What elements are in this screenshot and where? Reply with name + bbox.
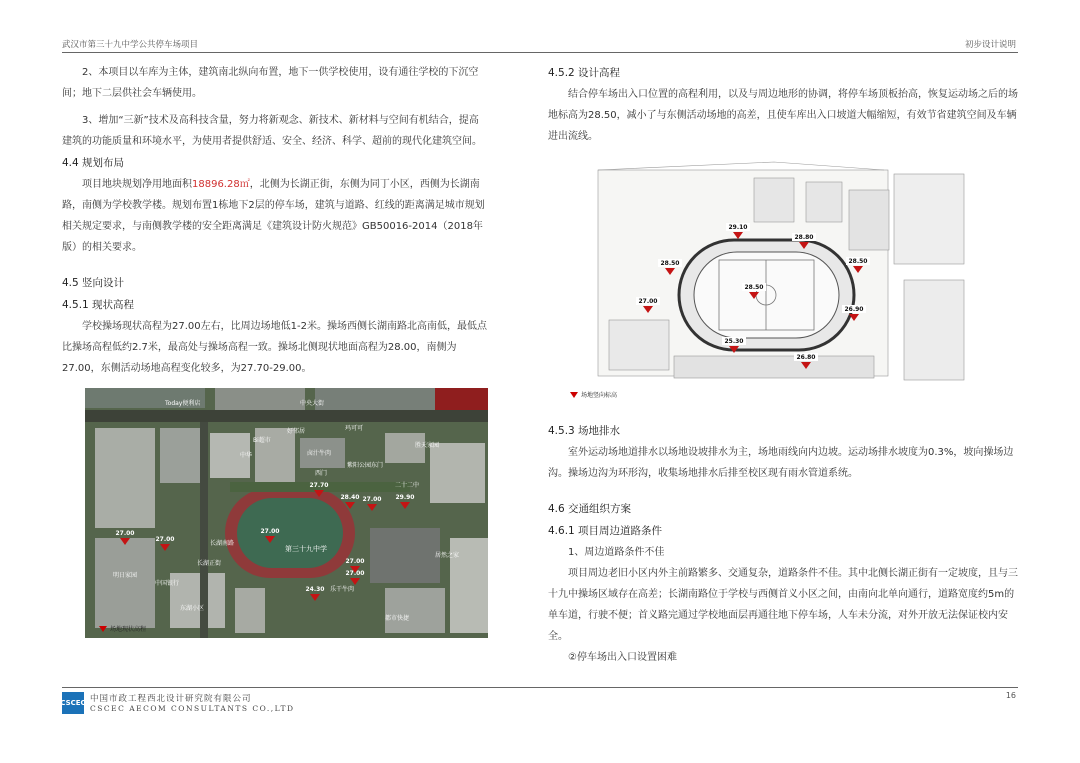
elevation-marks — [85, 388, 488, 638]
site-area-value: 18896.28㎡ — [192, 179, 250, 190]
subsection-heading: 4.5.2 设计高程 — [548, 67, 621, 79]
paragraph: 结合停车场出入口位置的高程利用，以及与周边地形的协调，将停车场顶板抬高，恢复运动场之后的场地标高为28.50，减小了与东侧活动场地的高差，且使车库出入口坡道大幅缩短，有效节省建筑空间及车辆进出流线。 — [548, 89, 1018, 142]
map-label: 好邻居 — [287, 428, 306, 435]
elevation-value: 27.70 — [309, 482, 329, 489]
elevation-triangle — [314, 490, 324, 497]
elevation-triangle — [345, 502, 355, 509]
elevation-triangle — [729, 346, 739, 353]
elevation-mark — [346, 570, 365, 585]
map-label: 第三十九中学 — [285, 545, 327, 553]
subsection-heading: 4.6.1 项目周边道路条件 — [548, 525, 663, 537]
map-label: 卤汁牛肉 — [307, 450, 332, 457]
site-plan-legend: 场地竖向标高 — [570, 390, 617, 399]
map-label: 中华 — [240, 452, 253, 459]
elevation-mark — [156, 536, 175, 551]
elevation-mark — [722, 337, 746, 353]
right-column-bottom — [548, 420, 1018, 668]
map-label: 明日家园 — [113, 572, 138, 579]
elevation-triangle — [120, 538, 130, 545]
elevation-triangle — [160, 544, 170, 551]
section-heading: 4.5 竖向设计 — [62, 277, 125, 289]
elevation-marker-icon — [570, 392, 578, 398]
elevation-triangle — [853, 266, 863, 273]
elevation-triangle — [749, 292, 759, 299]
paragraph: 室外运动场地道排水以场地设坡排水为主，场地雨线向内边坡。运动场排水坡度为0.3%，坡向操场边沟。操场边沟为环形沟，收集场地排水后排至校区现有雨水管道系统。 — [548, 447, 1014, 479]
elevation-triangle — [733, 232, 743, 239]
elevation-value: 29.90 — [395, 494, 415, 501]
map-label: 紫阳公园东门 — [347, 462, 384, 469]
elevation-triangle — [665, 268, 675, 275]
footer-rule — [62, 687, 1018, 688]
elevation-mark — [846, 257, 870, 273]
elevation-mark — [396, 494, 415, 509]
map-label: 长湖正街 — [197, 560, 222, 567]
map-label: 居然之家 — [435, 552, 460, 559]
elevation-triangle — [801, 362, 811, 369]
company-name-cn: 中国市政工程西北设计研究院有限公司 — [90, 694, 252, 704]
map-label: 中国银行 — [155, 580, 180, 587]
paragraph: 项目周边老旧小区内外主前路繁多、交通复杂，道路条件不佳。其中北侧长湖正街有一定坡度，且与三十九中操场区域存在高差；长湖南路位于学校与西侧首义小区之间，由南向北单向通行，道路宽度约5m的单车道，行驶不便；首义路完通过学校地面层再通往地下停车场，人车未分流，对外开放无法保证校内安全。 — [548, 568, 1018, 642]
section-heading: 4.6 交通组织方案 — [548, 503, 632, 515]
header-section: 初步设计说明 — [964, 40, 1016, 50]
elevation-mark — [842, 305, 866, 321]
right-column-top — [548, 62, 1018, 147]
paragraph: 学校操场现状高程为27.00左右，比周边场地低1-2米。操场西侧长湖南路北高南低，最低点比操场高程低约2.7米，最高处与操场高程一致。操场北侧现状地面高程为28.00，南侧为27.00，东侧活动场地高程变化较多，为27.70-29.00。 — [62, 321, 487, 374]
map-label: 玛可可 — [345, 425, 364, 432]
elevation-mark — [658, 259, 682, 275]
elevation-triangle — [849, 314, 859, 321]
elevation-value: 28.50 — [744, 284, 764, 291]
elevation-value: 29.10 — [728, 224, 748, 231]
elevation-mark — [341, 494, 360, 509]
paragraph: ②停车场出入口设置困难 — [568, 652, 677, 663]
elevation-marker-icon — [99, 626, 107, 632]
subsection-heading: 4.5.1 现状高程 — [62, 299, 135, 311]
elevation-value: 28.80 — [794, 234, 814, 241]
page-number: 16 — [1005, 691, 1016, 700]
map-label: 二十二中 — [395, 482, 420, 489]
section-heading: 4.4 规划布局 — [62, 157, 125, 169]
map-label: 乐干牛肉 — [330, 586, 355, 593]
elevation-triangle — [367, 504, 377, 511]
elevation-mark — [261, 528, 280, 543]
elevation-value: 26.80 — [796, 354, 816, 361]
map-label: 都市快捷 — [385, 615, 410, 622]
elevation-mark — [310, 482, 329, 497]
map-label: Today便利店 — [165, 400, 201, 407]
left-column — [62, 62, 488, 379]
company-name-en: CSCEC AECOM CONSULTANTS CO.,LTD — [90, 704, 295, 713]
elevation-triangle — [400, 502, 410, 509]
elevation-mark — [306, 586, 325, 601]
elevation-mark — [726, 223, 750, 239]
elevation-value: 27.00 — [638, 298, 658, 305]
paragraph: 项目地块规划净用地面积18896.28㎡，北侧为长湖正街，东侧为同丁小区，西侧为长湖南路，南侧为学校教学楼。规划布置1栋地下2层的停车场，建筑与道路、红线的距离满足城市规划相关规定要求，与南侧教学楼的安全距离满足《建筑设计防火规范》GB50016-2014（2018年版）的相关要求。 — [62, 179, 485, 253]
map-label: 胜天家园 — [415, 442, 440, 449]
map-label: 东湖小区 — [180, 605, 205, 612]
elevation-mark — [794, 353, 818, 369]
paragraph: 1、周边道路条件不佳 — [568, 547, 665, 558]
elevation-triangle — [350, 578, 360, 585]
elevation-mark — [742, 283, 766, 299]
elevation-value: 27.00 — [345, 558, 365, 565]
paragraph: 3、增加“三新”技术及高科技含量，努力将新观念、新技术、新材料与空间有机结合，提高建筑的功能质量和环境水平，为使用者提供舒适、安全、经济、科学、超前的现代化建筑空间。 — [62, 115, 482, 147]
elevation-mark — [792, 233, 816, 249]
elevation-value: 27.00 — [115, 530, 135, 537]
map-label: 西门 — [315, 470, 328, 477]
elevation-value: 28.50 — [660, 260, 680, 267]
elevation-triangle — [643, 306, 653, 313]
elevation-mark — [636, 297, 660, 313]
elevation-triangle — [799, 242, 809, 249]
design-elevation-marks — [594, 160, 968, 406]
elevation-triangle — [265, 536, 275, 543]
map-label: 中央大街 — [300, 400, 325, 407]
elevation-mark — [116, 530, 135, 545]
elevation-value: 24.30 — [305, 586, 325, 593]
elevation-value: 25.30 — [724, 338, 744, 345]
paragraph: 2、本项目以车库为主体，建筑南北纵向布置，地下一供学校使用，设有通往学校的下沉空间；地下二层供社会车辆使用。 — [62, 67, 479, 99]
map-label: 长湖南路 — [210, 540, 235, 547]
elevation-mark — [363, 496, 382, 511]
aerial-legend: 场地现状高程 — [99, 624, 146, 633]
elevation-value: 27.00 — [345, 570, 365, 577]
elevation-value: 28.40 — [340, 494, 360, 501]
header-rule — [62, 52, 1018, 53]
subsection-heading: 4.5.3 场地排水 — [548, 425, 621, 437]
map-label: Bi超市 — [253, 437, 271, 444]
elevation-triangle — [310, 594, 320, 601]
header-project: 武汉市第三十九中学公共停车场项目 — [62, 40, 199, 50]
elevation-value: 27.00 — [260, 528, 280, 535]
elevation-value: 28.50 — [848, 258, 868, 265]
aerial-site-photo — [85, 388, 488, 638]
company-logo: CSCEC — [62, 692, 84, 714]
elevation-value: 26.90 — [844, 306, 864, 313]
site-plan-drawing — [581, 160, 968, 406]
elevation-value: 27.00 — [362, 496, 382, 503]
elevation-value: 27.00 — [155, 536, 175, 543]
